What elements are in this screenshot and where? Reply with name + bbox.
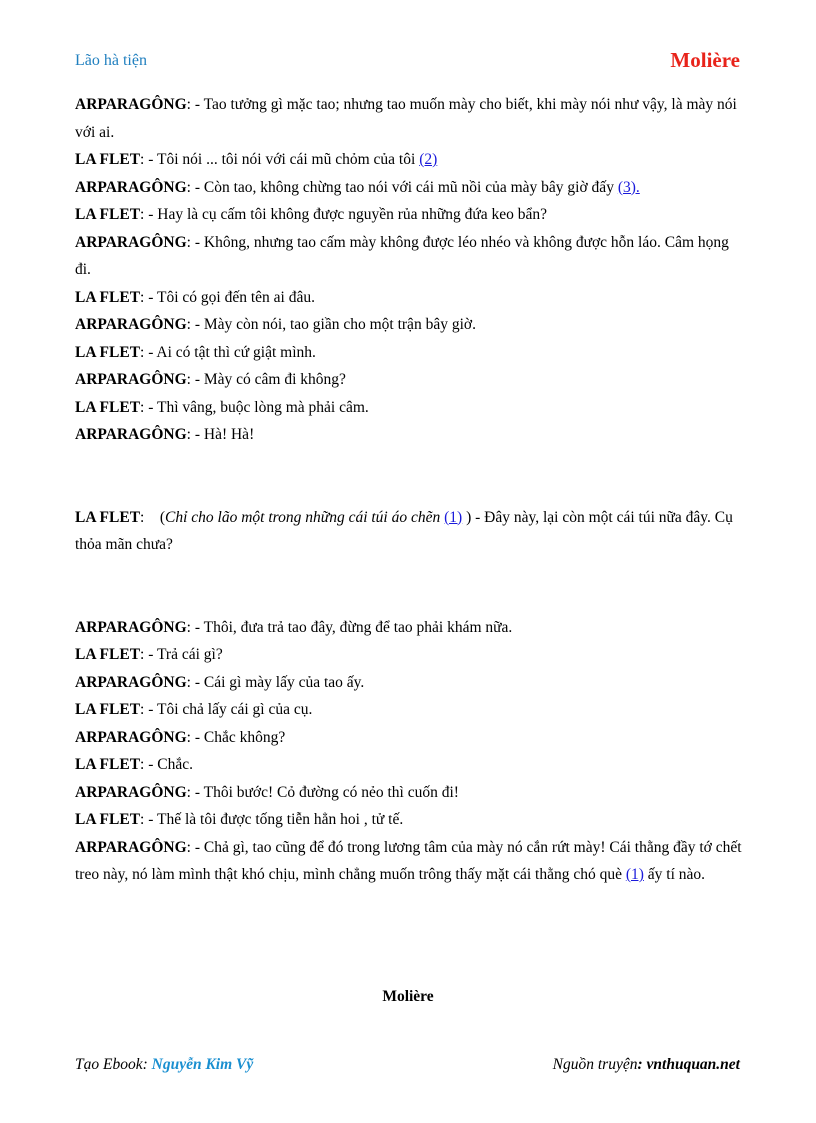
speaker-name: LA FLET <box>75 756 141 773</box>
speaker-name: ARPARAGÔNG <box>75 316 187 333</box>
dialogue-line: LA FLET: (Chỉ cho lão một trong những cái túi áo chẽn (1) ) - Đây này, lại còn một cái túi nữa đây. Cụ thỏa mãn chưa? <box>75 508 733 553</box>
speaker-name: LA FLET <box>75 288 141 306</box>
footnote-link[interactable]: (1) <box>625 866 644 883</box>
speaker-name: LA FLET <box>75 701 141 718</box>
speaker-name: ARPARAGÔNG <box>75 426 187 443</box>
closing-author: Molière <box>382 988 434 1005</box>
dialogue-line: LA FLET: - Tôi chả lấy cái gì của cụ. <box>75 701 313 718</box>
speaker-name: ARPARAGÔNG <box>75 783 187 801</box>
speaker-name: LA FLET <box>75 206 141 223</box>
speaker-name: ARPARAGÔNG <box>75 618 187 636</box>
speaker-name: LA FLET <box>75 151 141 168</box>
footnote-link[interactable]: (3). <box>617 178 640 196</box>
dialogue-line: LA FLET: - Trả cái gì? <box>75 646 223 663</box>
speaker-name: ARPARAGÔNG <box>75 728 187 746</box>
footer-ebook-credit: Tạo Ebook: Nguyễn Kim Vỹ <box>75 1056 254 1073</box>
speaker-name: ARPARAGÔNG <box>75 838 187 856</box>
speaker-name: LA FLET <box>75 646 141 663</box>
dialogue-line: ARPARAGÔNG: - Tao tưởng gì mặc tao; nhưng tao muốn mày cho biết, khi mày nói như vậy, là mày nói với ai. <box>75 96 737 141</box>
speaker-name: LA FLET <box>75 343 141 361</box>
dialogue-line: LA FLET: - Thì vâng, buộc lòng mà phải câm. <box>75 398 369 416</box>
spacer <box>75 449 742 504</box>
dialogue-line: LA FLET: - Tôi nói ... tôi nói với cái mũ chỏm của tôi (2) <box>75 151 438 168</box>
header-book-title: Lão hà tiện <box>75 52 147 69</box>
dialogue-line: ARPARAGÔNG: - Không, nhưng tao cấm mày không được léo nhéo và không được hỗn láo. Câm họng đi. <box>75 233 729 278</box>
speaker-name: LA FLET <box>75 811 141 828</box>
dialogue-line: ARPARAGÔNG: - Mày còn nói, tao giần cho một trận bây giờ. <box>75 316 476 333</box>
dialogue-line: ARPARAGÔNG: - Thôi bước! Cỏ đường có nẻo thì cuốn đi! <box>75 783 459 801</box>
dialogue-line: LA FLET: - Chắc. <box>75 756 193 773</box>
header-author: Molière <box>670 48 740 72</box>
dialogue-line: LA FLET: - Hay là cụ cấm tôi không được nguyền rủa những đứa keo bẩn? <box>75 206 548 223</box>
dialogue-line: ARPARAGÔNG: - Cái gì mày lấy của tao ấy. <box>75 673 365 691</box>
source-site: vnthuquan.net <box>646 1056 740 1073</box>
dialogue-line: ARPARAGÔNG: - Hà! Hà! <box>75 426 255 443</box>
dialogue-line: LA FLET: - Tôi có gọi đến tên ai đâu. <box>75 288 315 306</box>
dialogue-line: LA FLET: - Ai có tật thì cứ giật mình. <box>75 343 316 361</box>
spacer <box>75 559 742 614</box>
speaker-name: ARPARAGÔNG <box>75 371 187 388</box>
dialogue-body <box>75 91 742 889</box>
speaker-name: LA FLET <box>75 508 141 526</box>
speaker-name: ARPARAGÔNG <box>75 233 187 251</box>
footnote-link[interactable]: (1) <box>444 508 463 526</box>
dialogue-line: ARPARAGÔNG: - Chả gì, tao cũng để đó trong lương tâm của mày nó cắn rứt mày! Cái thằng đầy tớ chết treo này, nó làm mình thật khó chịu, mình chẳng muốn trông thấy mặt cái thằng chó què (1) ấy tí nào. <box>75 838 742 883</box>
dialogue-line: ARPARAGÔNG: - Còn tao, không chừng tao nói với cái mũ nồi của mày bây giờ đấy (3). <box>75 178 640 196</box>
ebook-creator-name: Nguyễn Kim Vỹ <box>151 1056 254 1073</box>
speaker-name: LA FLET <box>75 398 141 416</box>
speaker-name: ARPARAGÔNG <box>75 673 187 691</box>
dialogue-line: LA FLET: - Thế là tôi được tống tiễn hẳn hoi , tử tế. <box>75 811 404 828</box>
footer-source: Nguồn truyện: vnthuquan.net <box>552 1056 740 1073</box>
speaker-name: ARPARAGÔNG <box>75 178 187 196</box>
stage-direction: Chỉ cho lão một trong những cái túi áo chẽn <box>165 508 445 526</box>
dialogue-line: ARPARAGÔNG: - Thôi, đưa trả tao đây, đừng để tao phải khám nữa. <box>75 618 513 636</box>
dialogue-line: ARPARAGÔNG: - Chắc không? <box>75 728 286 746</box>
dialogue-line: ARPARAGÔNG: - Mày có câm đi không? <box>75 371 346 388</box>
speaker-name: ARPARAGÔNG <box>75 96 187 113</box>
footnote-link[interactable]: (2) <box>419 151 438 168</box>
